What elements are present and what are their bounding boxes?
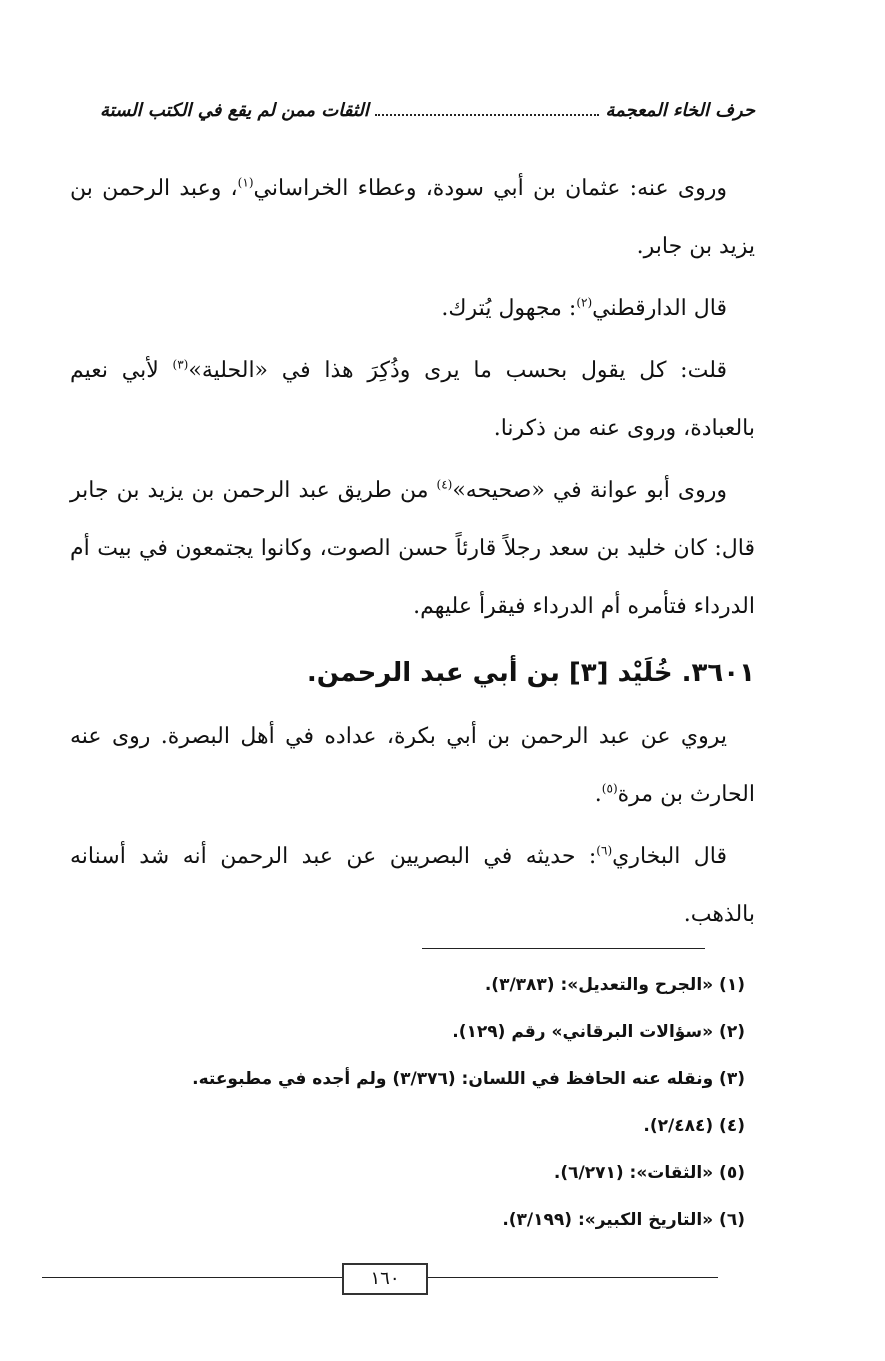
footnote-ref-3[interactable]: (٣)	[172, 357, 189, 372]
footnote-ref-4[interactable]: (٤)	[436, 477, 453, 492]
paragraph-narrators: وروى عنه: عثمان بن أبي سودة، وعطاء الخراساني$^{(١)}$، وعبد الرحمن بن يزيد بن جابر.	[70, 175, 755, 259]
page-number: ١٦٠	[342, 1263, 428, 1295]
footnote-6: (٦) «التاريخ الكبير»: (٣/١٩٩).	[502, 1210, 745, 1230]
paragraph-bukhari: قال البخاري$^{(٦)}$: حديثه في البصريين عن عبد الرحمن أنه شد أسنانه بالذهب.	[70, 843, 755, 927]
footnote-ref-6[interactable]: (٦)	[596, 843, 613, 858]
paragraph-entry-narration: يروي عن عبد الرحمن بن أبي بكرة، عداده في أهل البصرة. روى عنه الحارث بن مرة$^{(٥)}$.	[70, 724, 755, 807]
footnote-3: (٣) ونقله عنه الحافظ في اللسان: (٣/٣٧٦) ولم أجده في مطبوعته.	[192, 1069, 745, 1089]
paragraph-daraqutni: قال الدارقطني$^{(٢)}$: مجهول يُترك.	[441, 295, 727, 321]
footnote-separator	[422, 948, 705, 949]
entry-heading: ٣٦٠١. خُلَيْد [٣] بن أبي عبد الرحمن.	[306, 658, 755, 688]
paragraph-abu-awana: وروى أبو عوانة في «صحيحه»$^{(٤)}$ من طريق عبد الرحمن بن يزيد بن جابر قال: كان خليد بن سعد رجلاً قارئاً حسن الصوت، وكانوا يجتمعون في بيت أم الدرداء فتأمره أم الدرداء فيقرأ عليهم.	[70, 477, 755, 619]
footnote-ref-1[interactable]: (١)	[237, 175, 254, 190]
running-header	[100, 100, 755, 121]
footnote-ref-5[interactable]: (٥)	[601, 781, 618, 796]
header-chapter-title: حرف الخاء المعجمة	[605, 100, 755, 121]
header-section-title: الثقات ممن لم يقع في الكتب الستة	[100, 100, 369, 121]
main-text	[70, 160, 755, 948]
footnote-2: (٢) «سؤالات البرقاني» رقم (١٢٩).	[452, 1022, 745, 1042]
footnote-1: (١) «الجرح والتعديل»: (٣/٣٨٣).	[484, 975, 745, 995]
footnote-ref-2[interactable]: (٢)	[576, 295, 593, 310]
footnote-4: (٤) (٢/٤٨٤).	[643, 1116, 745, 1136]
header-dot-leader	[375, 114, 600, 116]
footnote-5: (٥) «الثقات»: (٦/٢٧١).	[553, 1163, 745, 1183]
footnotes	[100, 962, 745, 1244]
paragraph-author-note: قلت: كل يقول بحسب ما يرى وذُكِرَ هذا في «الحلية»$^{(٣)}$ لأبي نعيم بالعبادة، وروى عنه من ذكرنا.	[70, 357, 755, 441]
